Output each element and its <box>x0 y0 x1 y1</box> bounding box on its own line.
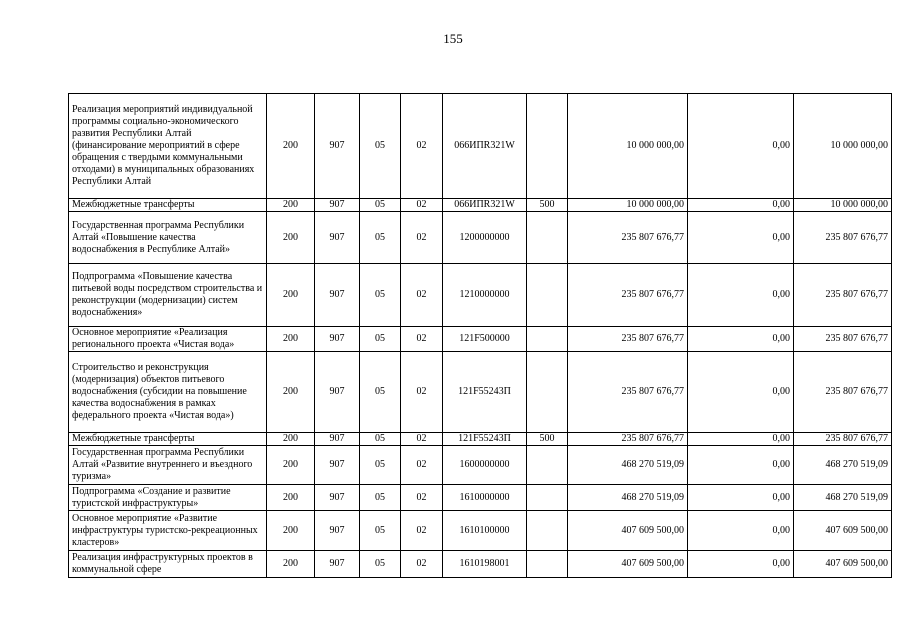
cell-ministry-code: 907 <box>315 433 360 446</box>
cell-name: Основное мероприятие «Развитие инфраструктуры туристско-рекреационных кластеров» <box>69 511 267 551</box>
cell-expense-type <box>527 485 568 511</box>
cell-subsection: 02 <box>401 352 443 433</box>
cell-admin-code: 200 <box>267 433 315 446</box>
cell-expense-type <box>527 94 568 199</box>
cell-target-article: 1610100000 <box>443 511 527 551</box>
cell-name: Государственная программа Республики Алтай «Повышение качества водоснабжения в Республике Алтай» <box>69 212 267 264</box>
cell-expense-type <box>527 352 568 433</box>
cell-target-article: 1610000000 <box>443 485 527 511</box>
cell-admin-code: 200 <box>267 94 315 199</box>
cell-change: 0,00 <box>688 485 794 511</box>
cell-change: 0,00 <box>688 94 794 199</box>
cell-name: Межбюджетные трансферты <box>69 199 267 212</box>
cell-section: 05 <box>360 511 401 551</box>
cell-total: 468 270 519,09 <box>794 485 892 511</box>
cell-section: 05 <box>360 352 401 433</box>
cell-expense-type <box>527 327 568 352</box>
cell-subsection: 02 <box>401 511 443 551</box>
cell-expense-type: 500 <box>527 199 568 212</box>
cell-amount: 10 000 000,00 <box>568 94 688 199</box>
cell-target-article: 1210000000 <box>443 264 527 327</box>
cell-change: 0,00 <box>688 511 794 551</box>
cell-subsection: 02 <box>401 212 443 264</box>
cell-admin-code: 200 <box>267 264 315 327</box>
cell-expense-type <box>527 264 568 327</box>
cell-section: 05 <box>360 446 401 485</box>
cell-amount: 235 807 676,77 <box>568 327 688 352</box>
cell-section: 05 <box>360 212 401 264</box>
cell-section: 05 <box>360 327 401 352</box>
cell-target-article: 1610198001 <box>443 551 527 578</box>
table-row <box>69 94 892 199</box>
cell-amount: 10 000 000,00 <box>568 199 688 212</box>
cell-section: 05 <box>360 485 401 511</box>
cell-admin-code: 200 <box>267 511 315 551</box>
cell-subsection: 02 <box>401 94 443 199</box>
cell-change: 0,00 <box>688 551 794 578</box>
cell-section: 05 <box>360 264 401 327</box>
cell-change: 0,00 <box>688 264 794 327</box>
cell-section: 05 <box>360 199 401 212</box>
cell-admin-code: 200 <box>267 352 315 433</box>
cell-ministry-code: 907 <box>315 352 360 433</box>
cell-ministry-code: 907 <box>315 94 360 199</box>
cell-total: 235 807 676,77 <box>794 264 892 327</box>
page-number: 155 <box>443 31 463 46</box>
cell-name: Основное мероприятие «Реализация регионального проекта «Чистая вода» <box>69 327 267 352</box>
cell-section: 05 <box>360 551 401 578</box>
cell-expense-type <box>527 511 568 551</box>
cell-total: 235 807 676,77 <box>794 352 892 433</box>
cell-subsection: 02 <box>401 199 443 212</box>
cell-amount: 468 270 519,09 <box>568 485 688 511</box>
cell-change: 0,00 <box>688 327 794 352</box>
cell-target-article: 066ИПR321W <box>443 94 527 199</box>
cell-total: 10 000 000,00 <box>794 199 892 212</box>
cell-admin-code: 200 <box>267 199 315 212</box>
cell-target-article: 121F55243П <box>443 352 527 433</box>
table-row <box>69 212 892 264</box>
cell-section: 05 <box>360 433 401 446</box>
cell-amount: 468 270 519,09 <box>568 446 688 485</box>
cell-ministry-code: 907 <box>315 485 360 511</box>
table-row <box>69 446 892 485</box>
cell-total: 10 000 000,00 <box>794 94 892 199</box>
cell-expense-type <box>527 212 568 264</box>
cell-total: 235 807 676,77 <box>794 212 892 264</box>
cell-target-article: 1200000000 <box>443 212 527 264</box>
cell-subsection: 02 <box>401 264 443 327</box>
cell-admin-code: 200 <box>267 327 315 352</box>
cell-name: Подпрограмма «Повышение качества питьевой воды посредством строительства и реконструкции (модернизации) систем водоснабжения» <box>69 264 267 327</box>
cell-name: Реализация инфраструктурных проектов в коммунальной сфере <box>69 551 267 578</box>
cell-total: 407 609 500,00 <box>794 511 892 551</box>
cell-target-article: 066ИПR321W <box>443 199 527 212</box>
cell-ministry-code: 907 <box>315 212 360 264</box>
cell-target-article: 121F500000 <box>443 327 527 352</box>
cell-ministry-code: 907 <box>315 446 360 485</box>
cell-ministry-code: 907 <box>315 199 360 212</box>
cell-expense-type: 500 <box>527 433 568 446</box>
cell-subsection: 02 <box>401 446 443 485</box>
cell-target-article: 121F55243П <box>443 433 527 446</box>
cell-total: 235 807 676,77 <box>794 433 892 446</box>
cell-ministry-code: 907 <box>315 511 360 551</box>
table-row <box>69 199 892 212</box>
cell-ministry-code: 907 <box>315 327 360 352</box>
cell-subsection: 02 <box>401 551 443 578</box>
cell-name: Межбюджетные трансферты <box>69 433 267 446</box>
cell-change: 0,00 <box>688 446 794 485</box>
cell-ministry-code: 907 <box>315 551 360 578</box>
cell-change: 0,00 <box>688 199 794 212</box>
cell-name: Государственная программа Республики Алтай «Развитие внутреннего и въездного туризма» <box>69 446 267 485</box>
cell-admin-code: 200 <box>267 485 315 511</box>
cell-amount: 407 609 500,00 <box>568 511 688 551</box>
cell-name: Строительство и реконструкция (модернизация) объектов питьевого водоснабжения (субсидии на повышение качества водоснабжения в рамках федерального проекта «Чистая вода») <box>69 352 267 433</box>
cell-subsection: 02 <box>401 327 443 352</box>
table-row <box>69 327 892 352</box>
budget-table <box>68 93 892 578</box>
cell-subsection: 02 <box>401 485 443 511</box>
cell-expense-type <box>527 446 568 485</box>
cell-total: 468 270 519,09 <box>794 446 892 485</box>
cell-subsection: 02 <box>401 433 443 446</box>
cell-change: 0,00 <box>688 352 794 433</box>
cell-total: 407 609 500,00 <box>794 551 892 578</box>
cell-admin-code: 200 <box>267 446 315 485</box>
cell-expense-type <box>527 551 568 578</box>
cell-section: 05 <box>360 94 401 199</box>
cell-ministry-code: 907 <box>315 264 360 327</box>
cell-change: 0,00 <box>688 433 794 446</box>
cell-change: 0,00 <box>688 212 794 264</box>
cell-admin-code: 200 <box>267 551 315 578</box>
cell-amount: 235 807 676,77 <box>568 352 688 433</box>
cell-amount: 235 807 676,77 <box>568 433 688 446</box>
cell-name: Подпрограмма «Создание и развитие туристской инфраструктуры» <box>69 485 267 511</box>
table-row <box>69 433 892 446</box>
cell-amount: 235 807 676,77 <box>568 264 688 327</box>
cell-target-article: 1600000000 <box>443 446 527 485</box>
cell-total: 235 807 676,77 <box>794 327 892 352</box>
table-row <box>69 551 892 578</box>
table-row <box>69 352 892 433</box>
cell-amount: 407 609 500,00 <box>568 551 688 578</box>
cell-name: Реализация мероприятий индивидуальной программы социально-экономического развития Республики Алтай (финансирование мероприятий в сфере обращения с твердыми коммунальными отходами) в муниципальных образованиях Республики Алтай <box>69 94 267 199</box>
table-row <box>69 485 892 511</box>
cell-amount: 235 807 676,77 <box>568 212 688 264</box>
table-row <box>69 511 892 551</box>
cell-admin-code: 200 <box>267 212 315 264</box>
table-row <box>69 264 892 327</box>
